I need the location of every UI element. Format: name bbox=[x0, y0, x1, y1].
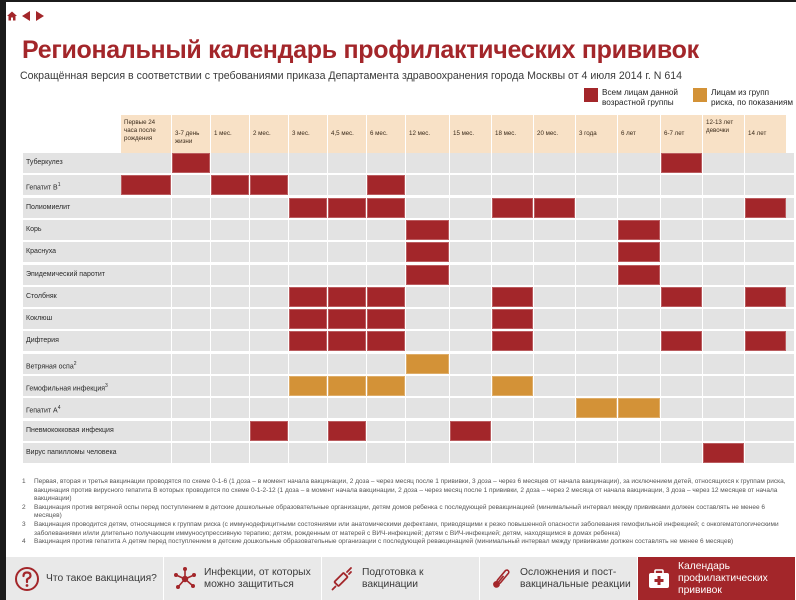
vaccination-cell-all bbox=[367, 287, 405, 307]
footnote-number: 3 bbox=[22, 520, 26, 528]
vaccination-cell-all bbox=[328, 198, 366, 218]
footnote bbox=[22, 478, 792, 504]
column-header bbox=[534, 115, 575, 153]
vaccination-cell-all bbox=[367, 331, 405, 351]
vaccination-cell-all bbox=[328, 421, 366, 441]
footnote-text: Вакцинация против ветряной оспы перед поступлением в детские дошкольные образовательные организации, детям домов ребенка с последующей ревакцинацией (минимальный интервал между прививками должен составлять не менее 6 месяцев) bbox=[34, 503, 766, 520]
page-title: Региональный календарь профилактических прививок bbox=[22, 36, 699, 64]
table-row bbox=[23, 398, 794, 418]
vaccination-cell-all bbox=[492, 198, 533, 218]
bottom-nav-label: Инфекции, от которых можно защититься bbox=[204, 566, 311, 590]
vaccination-cell-all bbox=[328, 287, 366, 307]
syringe-icon bbox=[330, 566, 356, 592]
row-label: Пневмококковая инфекция bbox=[26, 427, 114, 434]
footnote-text: Вакцинация проводится детям, относящимся к группам риска (с иммунодефицитными состояниями или анатомическими дефектами, приводящими к резко повышенной опасности заболевания гемофильной инфекцией; с онкогематологическими заболеваниями и/или длительно получающим иммуносупрессивную терапию; детям, рожденным от матерей с ВИЧ-инфекцией; детям с ВИЧ-инфекцией; детям, находящимся в домах ребенка) bbox=[34, 520, 779, 537]
arrow-left-icon[interactable] bbox=[20, 10, 32, 22]
vaccination-cell-all bbox=[745, 198, 786, 218]
table-row bbox=[23, 376, 794, 396]
footnote-ref: 2 bbox=[73, 361, 77, 367]
vaccination-cell-all bbox=[661, 287, 702, 307]
vaccination-cell-all bbox=[328, 331, 366, 351]
bottom-nav-item[interactable] bbox=[638, 557, 796, 600]
top-navigation bbox=[6, 10, 46, 24]
column-divider bbox=[702, 115, 703, 467]
row-label: Гепатит $А^4$ bbox=[26, 405, 61, 415]
row-label: Полиомиелит bbox=[26, 204, 71, 211]
vaccination-cell-all bbox=[250, 421, 288, 441]
table-row bbox=[23, 309, 794, 329]
bottom-nav-label: Что такое вакцинация? bbox=[46, 572, 157, 584]
row-label: Гепатит $В^1$ bbox=[26, 182, 61, 192]
table-row bbox=[23, 421, 794, 441]
bottom-nav-label: Календарь профилактических прививок bbox=[678, 560, 768, 596]
legend-swatch-risk bbox=[693, 88, 707, 102]
bottom-nav-item[interactable] bbox=[480, 557, 638, 600]
vaccination-cell-all bbox=[367, 198, 405, 218]
column-header bbox=[661, 115, 702, 153]
vaccination-cell-all bbox=[367, 309, 405, 329]
footnote bbox=[22, 538, 792, 547]
row-label: Краснуха bbox=[26, 248, 57, 255]
footnote bbox=[22, 521, 792, 538]
vaccination-cell-all bbox=[289, 287, 327, 307]
column-header bbox=[576, 115, 617, 153]
footnotes bbox=[22, 478, 792, 547]
vaccination-cell-all bbox=[328, 309, 366, 329]
column-header bbox=[492, 115, 533, 153]
column-header-label: 14 лет bbox=[748, 130, 767, 137]
bottom-navigation bbox=[6, 557, 796, 600]
vaccination-cell-risk bbox=[328, 376, 366, 396]
vaccination-cell-all bbox=[367, 175, 405, 195]
bottom-nav-label: Подготовка к вакцинации bbox=[362, 566, 424, 590]
vaccination-cell-all bbox=[745, 331, 786, 351]
vaccination-cell-all bbox=[250, 175, 288, 195]
column-header-label: 4,5 мес. bbox=[331, 130, 354, 137]
footnote-ref: 3 bbox=[105, 383, 108, 389]
row-label: Ветряная оспа$^2$ bbox=[26, 361, 77, 371]
row-label: Столбняк bbox=[26, 293, 57, 300]
vaccination-cell-all bbox=[450, 421, 491, 441]
vaccination-cell-all bbox=[406, 242, 449, 262]
vaccination-cell-all bbox=[211, 175, 249, 195]
column-header-label: Первые 24 часа после рождения bbox=[124, 119, 156, 142]
question-icon bbox=[14, 566, 40, 592]
vaccination-cell-all bbox=[534, 198, 575, 218]
column-header-label: 3 мес. bbox=[292, 130, 310, 137]
vaccination-cell-all bbox=[661, 331, 702, 351]
page-subtitle: Сокращённая версия в соответствии с требованиями приказа Департамента здравоохранения города Москвы от 4 июля 2014 г. N 614 bbox=[20, 70, 683, 82]
row-label: Коклюш bbox=[26, 315, 53, 322]
vaccination-cell-all bbox=[492, 287, 533, 307]
vaccination-cell-risk bbox=[492, 376, 533, 396]
virus-icon bbox=[172, 566, 198, 592]
bottom-nav-label: Осложнения и пост-вакцинальные реакции bbox=[520, 566, 631, 590]
column-header bbox=[406, 115, 449, 153]
arrow-right-icon[interactable] bbox=[34, 10, 46, 22]
column-header-label: 1 мес. bbox=[214, 130, 232, 137]
column-header-label: 20 мес. bbox=[537, 130, 559, 137]
vaccination-cell-risk bbox=[289, 376, 327, 396]
column-divider bbox=[249, 115, 250, 467]
vaccination-cell-all bbox=[172, 153, 210, 173]
column-header-label: 15 мес. bbox=[453, 130, 475, 137]
column-header-label: 18 мес. bbox=[495, 130, 517, 137]
vaccination-cell-risk bbox=[367, 376, 405, 396]
footnote-text: Вакцинация против гепатита А детям перед поступлением в детские дошкольные образовательные организации с последующей ревакцинацией (минимальный интервал между прививками должен составлять не менее 6 месяцев) bbox=[34, 538, 734, 546]
vaccination-cell-all bbox=[121, 175, 171, 195]
column-header bbox=[250, 115, 288, 153]
footnote-number: 4 bbox=[22, 538, 26, 546]
row-label: Дифтерия bbox=[26, 337, 59, 344]
row-label: Корь bbox=[26, 226, 42, 233]
column-header-label: 12 мес. bbox=[409, 130, 431, 137]
column-divider bbox=[405, 115, 406, 467]
bottom-nav-item[interactable] bbox=[164, 557, 322, 600]
legend-label-all: Всем лицам данной возрастной группы bbox=[602, 88, 679, 107]
medical-kit-icon bbox=[646, 566, 672, 592]
vaccination-cell-all bbox=[289, 309, 327, 329]
legend-label-risk: Лицам из групп риска, по показаниям bbox=[711, 88, 794, 107]
vaccination-cell-all bbox=[492, 309, 533, 329]
column-header-label: 3-7 день жизни bbox=[175, 130, 200, 145]
column-header bbox=[172, 115, 210, 153]
column-header bbox=[367, 115, 405, 153]
row-label: Вирус папилломы человека bbox=[26, 449, 117, 456]
footnote-ref: 4 bbox=[57, 405, 61, 411]
vaccination-cell-all bbox=[406, 220, 449, 240]
vaccination-cell-all bbox=[618, 220, 660, 240]
column-header bbox=[289, 115, 327, 153]
column-header bbox=[450, 115, 491, 153]
thermometer-icon bbox=[488, 566, 514, 592]
column-divider bbox=[210, 115, 211, 467]
row-label: Туберкулез bbox=[26, 159, 63, 166]
footnote bbox=[22, 504, 792, 521]
vaccination-cell-all bbox=[618, 265, 660, 285]
vaccination-cell-all bbox=[618, 242, 660, 262]
column-header-label: 6 мес. bbox=[370, 130, 388, 137]
vaccination-cell-all bbox=[406, 265, 449, 285]
column-header-label: 12-13 лет девочки bbox=[706, 119, 734, 134]
row-label: Эпидемический паротит bbox=[26, 271, 105, 278]
page bbox=[6, 2, 796, 600]
vaccination-cell-all bbox=[661, 153, 702, 173]
vaccination-cell-all bbox=[745, 287, 786, 307]
bottom-nav-item[interactable] bbox=[322, 557, 480, 600]
table-row bbox=[23, 198, 794, 218]
vaccination-cell-risk bbox=[618, 398, 660, 418]
row-label: Гемофильная инфекция$^3$ bbox=[26, 383, 108, 393]
column-header-label: 6 лет bbox=[621, 130, 636, 137]
vaccination-cell-all bbox=[289, 198, 327, 218]
vaccination-cell-all bbox=[703, 443, 744, 463]
column-divider bbox=[449, 115, 450, 467]
footnote-number: 2 bbox=[22, 503, 26, 511]
bottom-nav-item[interactable] bbox=[6, 557, 164, 600]
legend-swatch-all bbox=[584, 88, 598, 102]
column-header bbox=[745, 115, 786, 153]
table-row bbox=[23, 443, 794, 463]
column-divider bbox=[533, 115, 534, 467]
footnote-number: 1 bbox=[22, 478, 26, 485]
footnote-ref: 1 bbox=[57, 182, 61, 188]
column-header-label: 3 года bbox=[579, 130, 597, 137]
column-header bbox=[618, 115, 660, 153]
vaccination-cell-risk bbox=[576, 398, 617, 418]
home-icon[interactable] bbox=[6, 10, 18, 22]
footnote-text: Первая, вторая и третья вакцинации проводятся по схеме 0-1-6 (1 доза – в момент начала вакцинации, 2 доза – через месяц после 1 прививки, 3 доза – через 6 месяцев от начала вакцинации), за исключением детей, относящихся к группам риска, вакцинация против вирусного гепатита В которых проводится по схеме 0-1-2-12 (1 доза – в момент начала вакцинации, 2 доза – через месяц после 1 прививки, 2 доза – через 2 месяца от начала вакцинации, 3 доза – через 12 месяцев от начала вакцинации) bbox=[34, 478, 786, 503]
vaccination-cell-risk bbox=[406, 354, 449, 374]
vaccination-cell-all bbox=[492, 331, 533, 351]
column-header-label: 2 мес. bbox=[253, 130, 271, 137]
column-header bbox=[703, 115, 744, 153]
column-header-label: 6-7 лет bbox=[664, 130, 685, 137]
column-header bbox=[328, 115, 366, 153]
vaccination-cell-all bbox=[289, 331, 327, 351]
column-header bbox=[211, 115, 249, 153]
column-header bbox=[121, 115, 171, 153]
